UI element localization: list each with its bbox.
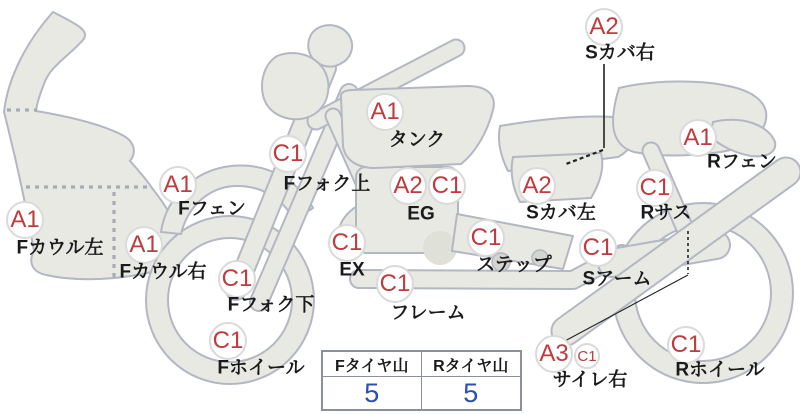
engine-label: EG [407, 203, 435, 225]
f-cowl-left-badge: A1 [6, 201, 44, 239]
s-cover-left-label: Sカバ左 [526, 202, 596, 224]
exhaust-badge: C1 [328, 224, 366, 262]
front-tire-tread-value: 5 [323, 377, 422, 409]
tank-badge: A1 [366, 93, 404, 131]
headlight [262, 53, 328, 119]
frame-label: フレーム [390, 302, 466, 324]
f-cowl-right-badge: A1 [125, 226, 163, 264]
engine-badge-2: C1 [428, 167, 466, 205]
r-fender-badge: A1 [679, 119, 717, 157]
engine-badge-1: A2 [389, 167, 427, 205]
silencer-right-badge-1: A3 [535, 335, 573, 373]
f-fork-upper-label: Fフォク上 [283, 173, 371, 195]
f-fender-label: Fフェン [178, 198, 246, 220]
r-wheel-label: Rホイール [675, 359, 765, 381]
frame-badge: C1 [376, 265, 414, 303]
silencer-right-badge-2: C1 [574, 343, 600, 369]
f-fender-badge: A1 [159, 166, 197, 204]
s-cover-right-label: Sカバ右 [585, 42, 655, 64]
s-arm-badge: C1 [579, 229, 617, 267]
fuel-tank [341, 86, 494, 168]
r-suspension-label: Rサス [640, 202, 692, 224]
front-tire-tread-header: Fタイヤ山 [323, 352, 422, 377]
r-fender-label: Rフェン [707, 151, 777, 173]
f-cowl-left-label: Fカウル左 [16, 237, 104, 259]
s-cover-right-badge: A2 [585, 8, 623, 46]
step-label: ステップ [476, 254, 552, 276]
r-wheel-badge: C1 [667, 326, 705, 364]
f-wheel-label: Fホイール [217, 357, 305, 379]
f-fork-upper-badge: C1 [269, 135, 307, 173]
tank-label: タンク [388, 129, 446, 151]
exhaust-label: EX [339, 259, 365, 281]
f-wheel-badge: C1 [209, 322, 247, 360]
step-badge: C1 [467, 219, 505, 257]
s-arm-label: Sアーム [582, 268, 652, 290]
f-fork-lower-badge: C1 [218, 260, 256, 298]
silencer-right-label: サイレ右 [552, 369, 628, 391]
rear-tire-tread-header: Rタイヤ山 [422, 352, 521, 377]
f-cowl-right-label: Fカウル右 [119, 261, 207, 283]
f-fork-lower-label: Fフォク下 [227, 294, 315, 316]
rear-tire-tread-value: 5 [463, 377, 479, 408]
r-suspension-badge: C1 [636, 169, 674, 207]
tire-tread-table [321, 350, 522, 411]
s-cover-left-badge: A2 [518, 167, 556, 205]
